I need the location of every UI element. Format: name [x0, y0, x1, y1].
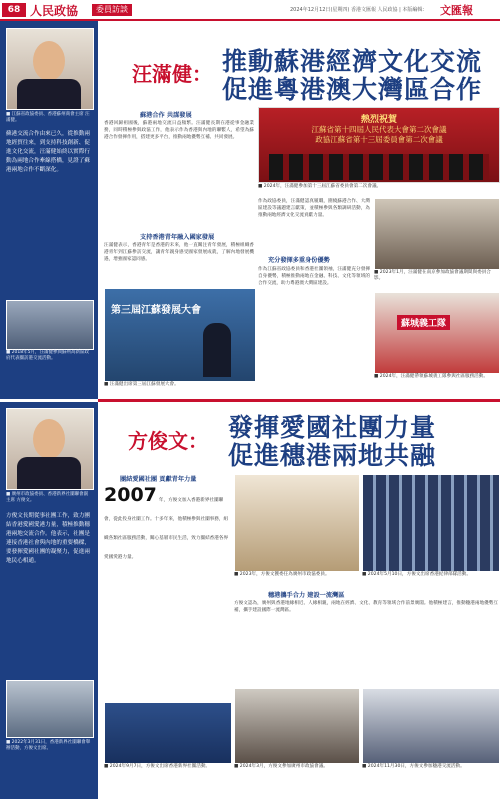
article2-name: 方俊文：: [128, 429, 208, 453]
article2-lead-year: 2007: [104, 486, 157, 506]
article1-sidebar-photo: [6, 300, 94, 350]
article1-photo-conference: [104, 288, 256, 382]
article1-banner-caption: ■ 2024年，汪滿健參加第十三屆江蘇省委員會第二次會議。: [258, 184, 382, 189]
article2-portrait-caption: ■ 廣州市政協委員、香港新界社團聯會副主席 方俊文。: [6, 492, 89, 503]
banner-line2: 政協江蘇省第十三屆委員會第二次會議: [315, 135, 443, 144]
article2-photo-appointment-caption: ■ 2023年，方俊文獲委任為廣州市政協委員。: [234, 572, 330, 577]
article2-section1-title: 團結愛國社團 貢獻青年力量: [120, 476, 197, 483]
article2-headline-line1: 發揮愛國社團力量: [228, 413, 437, 442]
section-logo: 人民政協: [30, 4, 79, 18]
article2-portrait: [6, 408, 94, 490]
article1-section1-text: 香港回歸祖國後，蘇港兩地交流日益頻繁。汪滿健長期在港從事金融業務，同時積極參與政協工作，他表示作為香港與內地的聯繫人，希望為蘇港合作發揮作用，搭建更多平台，推動兩地優勢互補、共同發展。: [104, 121, 254, 141]
banner-title: 熱烈祝賀: [360, 115, 397, 125]
article1-section3-text: 作為江蘇省政協委員和香港社團領袖，汪滿健充分發揮自身優勢，積極推動兩地在金融、科技、文化等領域的合作交流，助力粵港澳大灣區建設。: [258, 267, 370, 287]
banner-line1: 江蘇省第十四屆人民代表大會第二次會議: [311, 125, 447, 134]
article2-photo-certificate: [104, 702, 232, 764]
article1-headline-line2: 促進粵港澳大灣區合作: [222, 75, 483, 104]
article2-photo-certificate-caption: ■ 2024年9月7日，方俊文出席香港新界社團活動。: [104, 764, 211, 769]
article1-section1-title: 蘇港合作 共謀發展: [140, 112, 192, 119]
delegates-row: [269, 154, 489, 180]
article2-photo-appointment: [234, 474, 360, 572]
volunteer-sign: 蘇城義工隊: [397, 315, 450, 330]
article1-section3-title: 充分發揮多重身份優勢: [268, 257, 330, 264]
article1-photo-banner: [258, 107, 500, 183]
article2-section1-text: 年，方俊文加入香港新界社團聯會，從此投身社團工作。十多年來，他積極參與社團事務，組織各類社區服務活動，關心基層市民生活，致力團結香港各界愛國愛港力量。: [104, 498, 229, 560]
article2-section2-text: 方俊文認為，廣州與香港地緣相近、人緣相親，兩地在經濟、文化、教育等領域合作前景廣闊。他積極建言，推動穗港兩地優勢互補，攜手建設國際一流灣區。: [234, 601, 498, 614]
article1-photo-meeting-caption: ■ 2023年1月，汪滿健在南京參加政協會議期間與委員合影。: [374, 270, 491, 281]
page-number: 68: [2, 3, 26, 17]
article2-sidebar-photo: [6, 680, 94, 738]
article2-headline-line2: 促進穗港兩地共融: [228, 441, 437, 470]
article1-photo-meeting: [374, 198, 500, 270]
article1-photo-volunteers: [374, 292, 500, 374]
article1-photo-conference-caption: ■ 汪滿健出席第三屆江蘇發展大會。: [104, 382, 179, 387]
article1-headline-line1: 推動蘇港經濟文化交流: [222, 47, 483, 76]
article2-photo-meeting-caption: ■ 2024年3月，方俊文參加廣州市政協會議。: [234, 764, 328, 769]
article2-sidebar-text: 方俊文長期從事社團工作，致力團結香港愛國愛港力量，積極推動穗港兩地交流合作。他表示，社團是連接香港社會與內地的重要橋樑，要發揮愛國社團的凝聚力，促進兩地民心相通。: [6, 513, 90, 564]
article2-lead-block: [104, 486, 230, 698]
article2-photo-uniformed: [362, 474, 500, 572]
article1-portrait-caption: ■ 江蘇省政協委員、香港蘇州商會主席 汪滿健。: [6, 112, 90, 123]
article2-photo-meeting: [234, 688, 360, 764]
article2-sidebar-photo-caption: ■ 2022年3月31日，香港新界社團聯會舉辦活動，方俊文出席。: [6, 740, 91, 751]
article2-photo-exchange-caption: ■ 2024年11月30日，方俊文參加穗港交流活動。: [362, 764, 465, 769]
dateline: 2024年12月12日(星期四) 香港文匯報 人民政協 | 本版編輯：: [290, 7, 428, 13]
article2-section2-title: 穗港攜手合力 建設一流灣區: [268, 592, 345, 599]
article1-photo-volunteers-caption: ■ 2024年，汪滿健帶領蘇城義工隊參與社區服務活動。: [374, 374, 488, 379]
article1-sidebar-photo-caption: ■ 2018年5月，汪滿健參與蘇州高新區政府代表團訪港交流活動。: [6, 350, 89, 361]
article1-sidebar-text: 蘇港交流合作由來已久，從推動兩地經貿往來，到支持科技創新、促進文化交流，汪滿健始終以實際行動為兩地合作牽線搭橋，見證了蘇港兩地合作不斷深化。: [6, 131, 90, 173]
article1-section2-text: 汪滿健表示，香港青年是香港的未來，他一直關注青年發展，積極組織香港青年到江蘇參訪交流，讓青年親身感受國家發展成就，了解內地發展機遇，增強國家認同感。: [104, 243, 254, 263]
conference-sign: 第三屆江蘇發展大會: [111, 305, 201, 316]
section-tag: 委員訪談: [92, 4, 132, 16]
speaker-silhouette: [203, 323, 231, 377]
article-divider: [98, 399, 500, 402]
article1-portrait: [6, 28, 94, 110]
article1-section2-title: 支持香港青年融入國家發展: [140, 234, 215, 241]
article1-col2-text: 作為政協委員，汪滿健認真履職，圍繞蘇港合作、大灣區建設等議題建言獻策，並積極參與各類調研活動，為推動兩地經濟文化交流貢獻力量。: [258, 199, 370, 219]
paper-name: 文匯報: [440, 4, 473, 17]
article2-photo-exchange: [362, 688, 500, 764]
article1-name: 汪滿健：: [132, 62, 212, 86]
article2-photo-uniformed-caption: ■ 2024年5月10日，方俊文出席香港紀律部隊活動。: [362, 572, 471, 577]
